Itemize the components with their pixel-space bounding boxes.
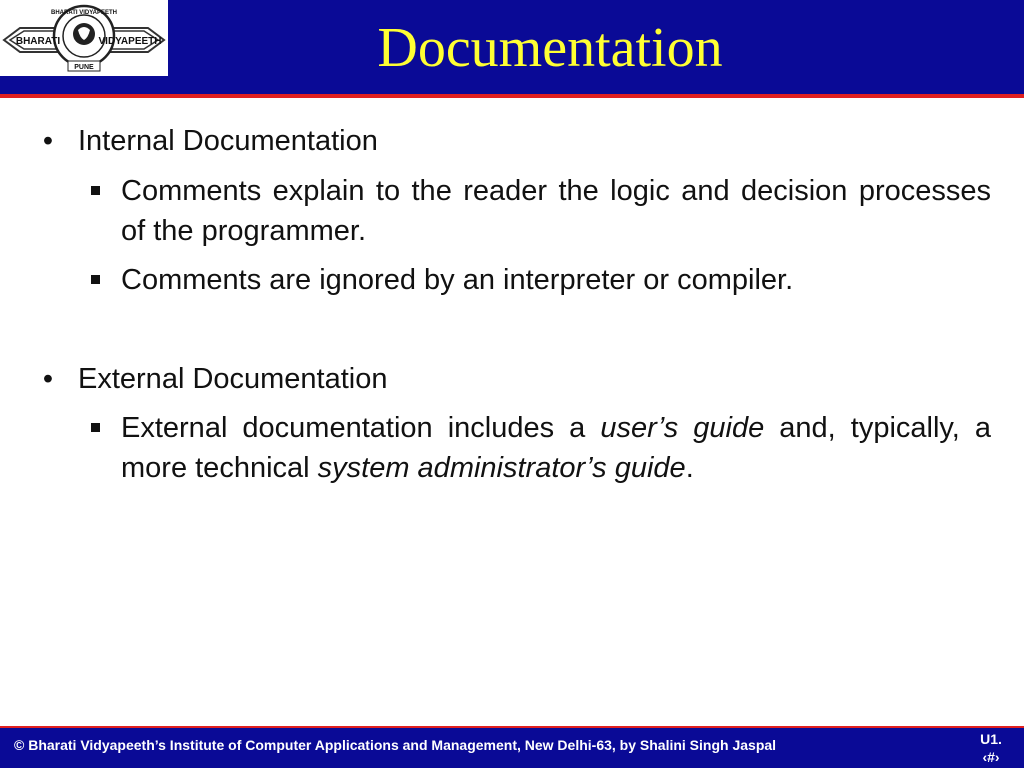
footer-copyright: © Bharati Vidyapeeth’s Institute of Computer Applications and Management, New Delhi-63, by Shalini Singh Jaspal — [14, 737, 777, 753]
bullet-external-documentation — [42, 359, 978, 399]
institution-logo — [0, 0, 168, 76]
page-number — [966, 730, 1016, 766]
header-divider — [0, 94, 1024, 98]
logo-left-text: BHARATI — [15, 36, 61, 47]
logo-ring-text: BHARATI VIDYAPEETH — [50, 10, 118, 16]
page-number-line1: U1. — [980, 731, 1002, 747]
sub-bullet-text-part1: External documentation includes a — [121, 412, 601, 444]
square-bullet-icon — [91, 275, 100, 284]
square-bullet-icon — [91, 186, 100, 195]
bullet-dot-icon: • — [42, 363, 54, 395]
page-number-line2: ‹#› — [982, 749, 1000, 765]
logo-bottom-text: PUNE — [74, 64, 94, 71]
square-bullet-icon — [91, 423, 100, 432]
bullet-text: Internal Documentation — [78, 125, 378, 157]
logo-right-text: VIDYAPEETH — [98, 36, 162, 47]
sub-bullet-comments-explain — [121, 171, 991, 251]
bullet-dot-icon: • — [42, 125, 54, 157]
sub-bullet-text-part3: . — [685, 452, 694, 484]
users-guide-text: user’s guide — [600, 412, 765, 444]
sysadmin-guide-text: system administrator’s guide — [317, 452, 686, 484]
sub-bullet-text: Comments are ignored by an interpreter or compiler. — [121, 264, 794, 296]
sub-bullet-external-guide — [121, 408, 991, 488]
sub-bullet-comments-ignored — [121, 260, 991, 300]
bullet-text: External Documentation — [78, 363, 388, 395]
slide-title: Documentation — [377, 17, 723, 79]
sub-bullet-text: Comments explain to the reader the logic and decision processes of the programmer. — [121, 175, 991, 247]
bullet-internal-documentation — [42, 121, 978, 161]
sub-bullet-text-part2: and, typically, a more technical — [121, 412, 991, 484]
